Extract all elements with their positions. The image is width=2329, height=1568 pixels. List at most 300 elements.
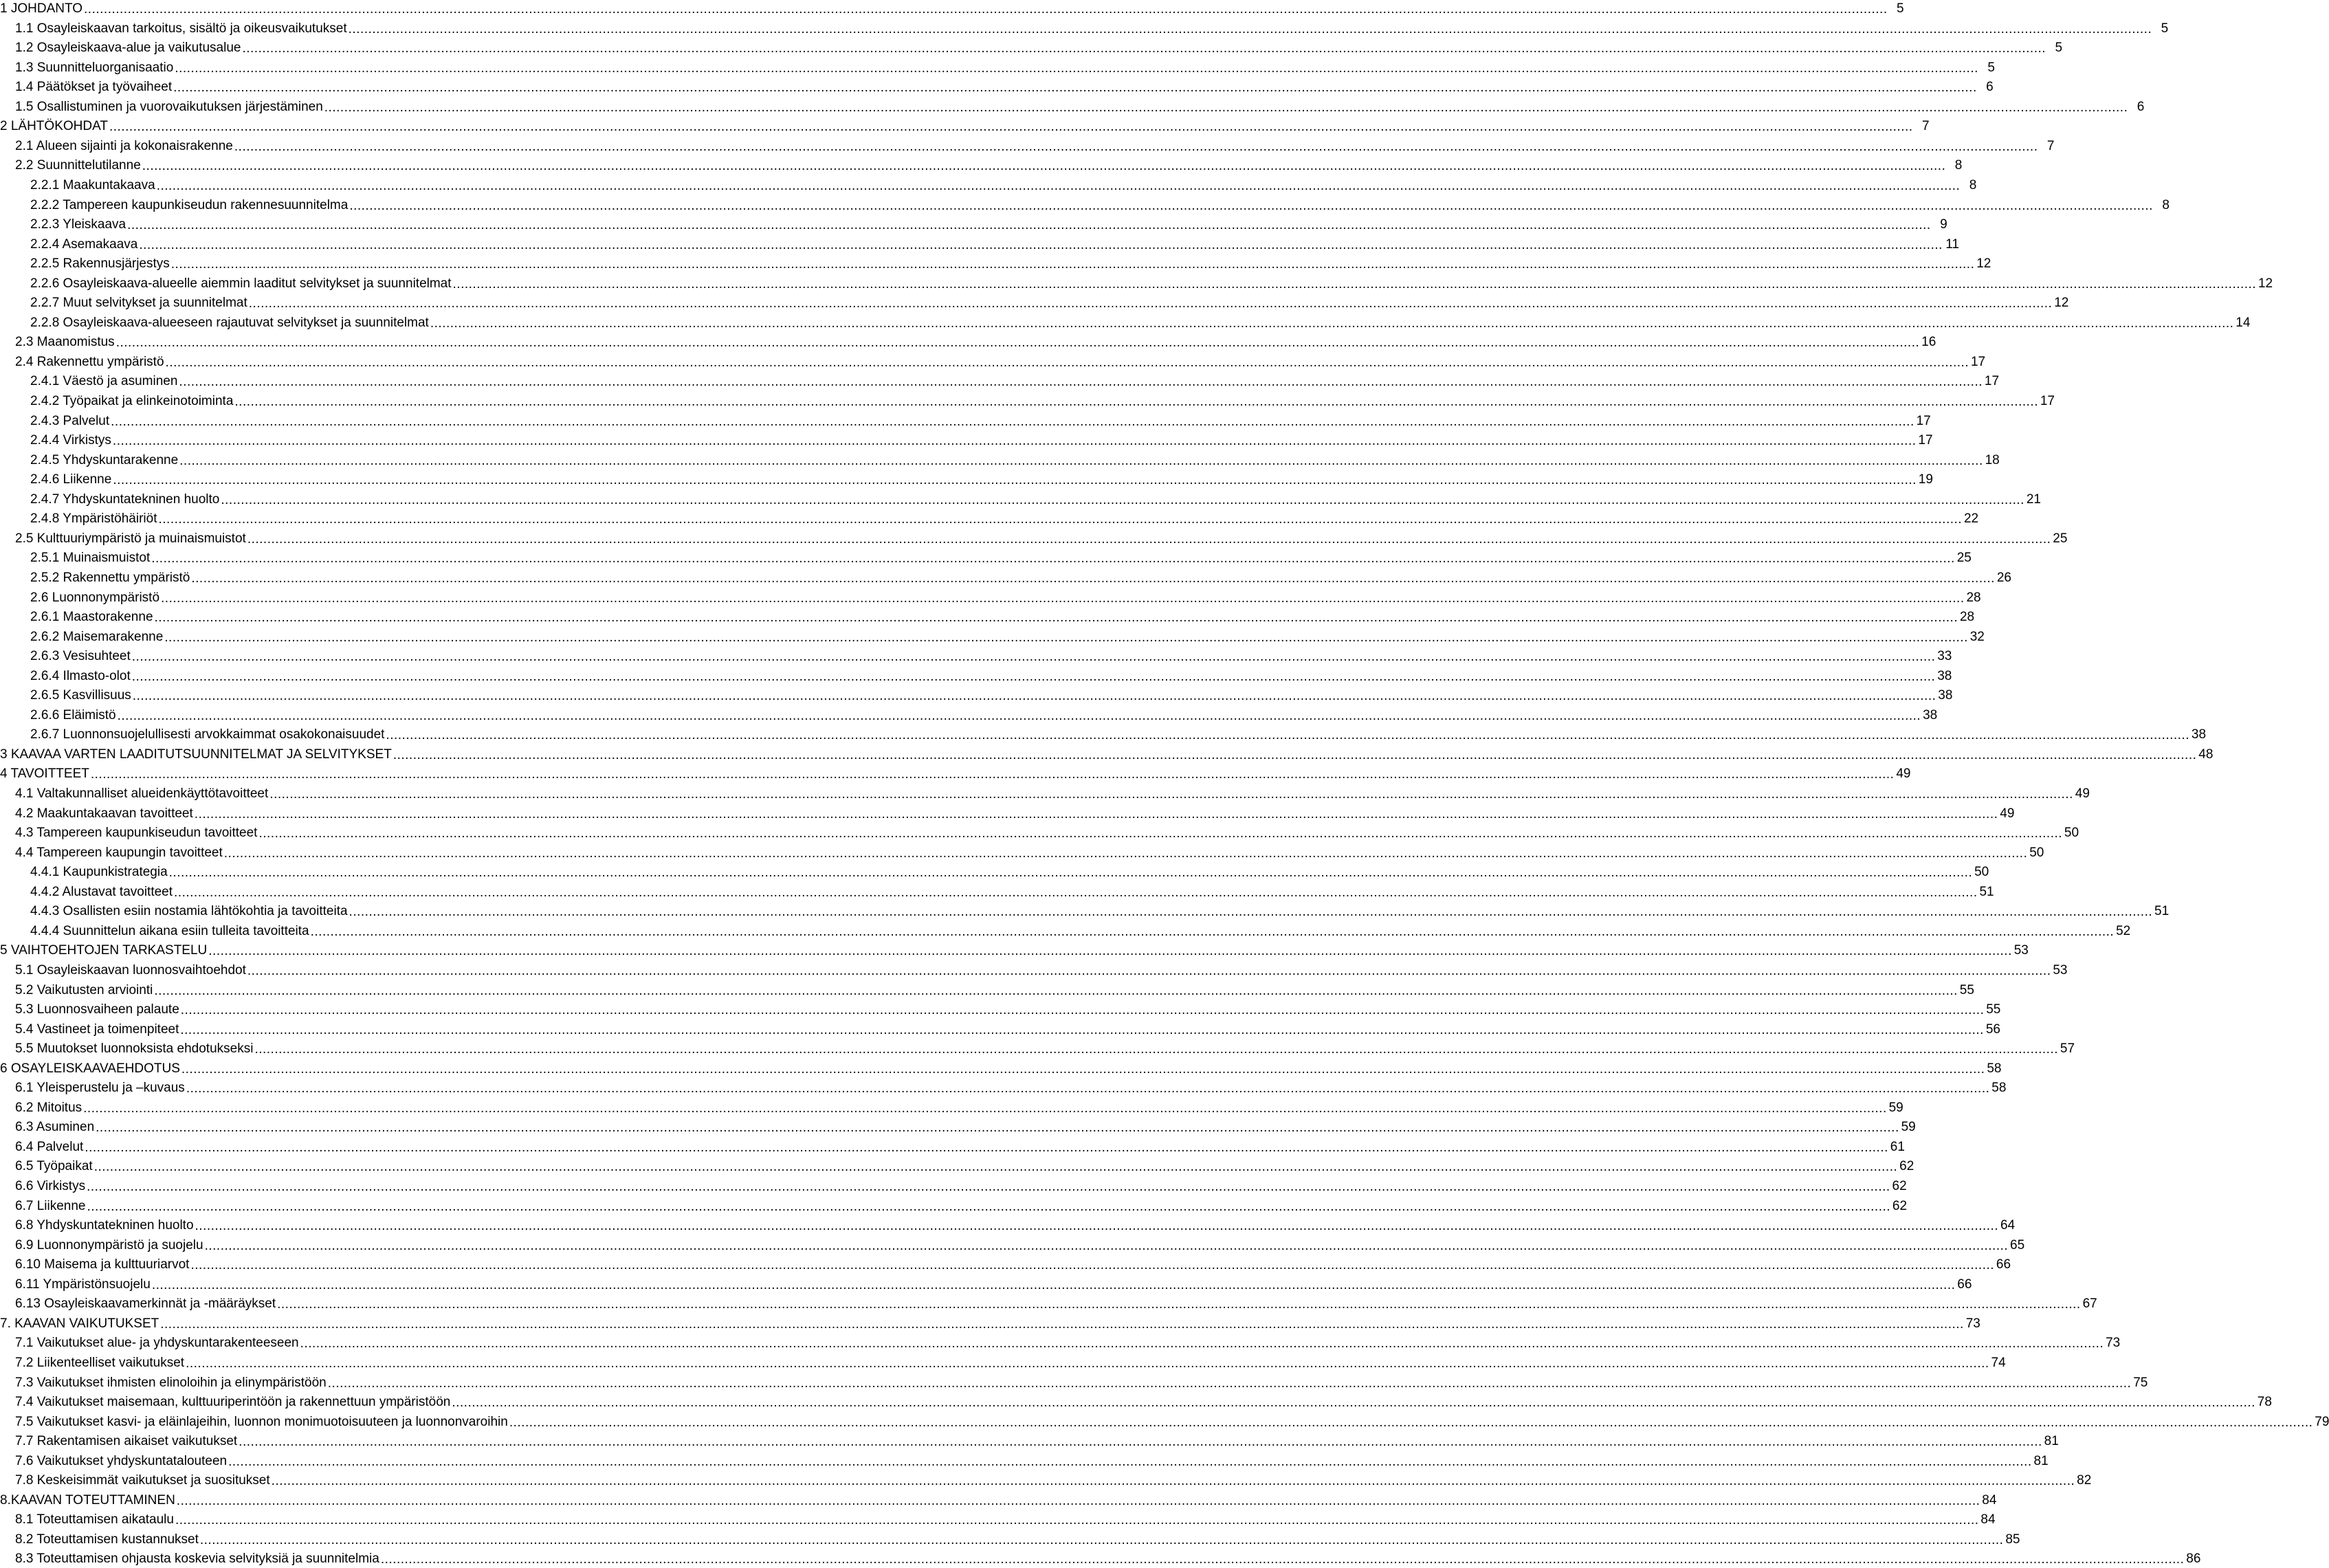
toc-entry-title: 5.1 Osayleiskaavan luonnosvaihtoehdot	[15, 962, 246, 978]
toc-entry-page-number: 8	[1954, 158, 1963, 173]
toc-entry	[0, 373, 2000, 390]
toc-entry-link[interactable]	[15, 805, 2015, 822]
toc-entry-page-number: 53	[2053, 962, 2068, 978]
toc-entry-link[interactable]	[15, 982, 1974, 999]
toc-entry-title: 2.6.6 Eläimistö	[30, 707, 116, 722]
toc-entry-page-number: 8	[1969, 177, 1977, 192]
dot-leader: ......................................................................................................................................................................................................................................................................................................................................................................................................................................................................	[386, 728, 2190, 743]
toc-entry-page-number: 58	[1987, 1061, 2002, 1076]
toc-entry-title: 2.4.8 Ympäristöhäiriöt	[30, 511, 157, 527]
toc-entry-link[interactable]	[30, 883, 1994, 901]
toc-entry-link[interactable]	[30, 471, 1933, 488]
dot-leader: ......................................................................................................................................................................................................................................................................................................................................................................................................................................................................	[158, 512, 1963, 527]
dot-leader: ......................................................................................................................................................................................................................................................................................................................................................................................................................................................................	[156, 178, 1961, 193]
toc-entry-page-number: 9	[1940, 217, 1947, 232]
toc-entry-title: 1.5 Osallistuminen ja vuorovaikutuksen järjestäminen	[15, 99, 323, 114]
toc-entry-title: 6.9 Luonnonympäristö ja suojelu	[15, 1237, 203, 1252]
toc-entry-title: 6.10 Maisema ja kulttuuriarvot	[15, 1257, 190, 1272]
toc-entry-title: 2.2.6 Osayleiskaava-alueelle aiemmin laaditut selvitykset ja suunnitelmat	[30, 276, 452, 291]
toc-entry	[0, 1079, 2007, 1096]
toc-entry-link[interactable]	[15, 20, 2169, 37]
toc-entry-link[interactable]	[30, 255, 1991, 272]
dot-leader: ......................................................................................................................................................................................................................................................................................................................................................................................................................................................................	[186, 1081, 1990, 1096]
toc-entry-page-number: 59	[1901, 1120, 1916, 1135]
toc-entry-title: 2.2.5 Rakennusjärjestys	[30, 256, 170, 272]
toc-entry	[0, 569, 2011, 586]
toc-entry	[0, 1256, 2011, 1273]
toc-entry-page-number: 6	[1986, 80, 1994, 95]
toc-entry-title: 6.7 Liikenne	[15, 1198, 86, 1213]
toc-entry-title: 1.3 Suunnitteluorganisaatio	[15, 60, 174, 75]
toc-entry-title: 6.8 Yhdyskuntatekninen huolto	[15, 1218, 194, 1233]
dot-leader: ......................................................................................................................................................................................................................................................................................................................................................................................................................................................................	[186, 1356, 1989, 1371]
toc-entry-link[interactable]	[15, 1531, 2020, 1548]
toc-entry-link[interactable]	[30, 726, 2207, 743]
toc-entry-page-number: 55	[1959, 982, 1974, 997]
dot-leader: ......................................................................................................................................................................................................................................................................................................................................................................................................................................................................	[117, 708, 1921, 723]
toc-entry-title: 2.6.5 Kasvillisuus	[30, 688, 131, 703]
toc-entry	[0, 452, 2000, 469]
toc-entry	[0, 707, 1938, 724]
toc-entry-page-number: 5	[2161, 21, 2169, 36]
dot-leader: ......................................................................................................................................................................................................................................................................................................................................................................................................................................................................	[176, 1493, 1980, 1508]
toc-entry-page-number: 53	[2013, 943, 2029, 958]
toc-entry-title: 4.4.1 Kaupunkistrategia	[30, 865, 168, 880]
toc-entry-page-number: 11	[1945, 236, 1959, 252]
toc-entry-link[interactable]	[30, 412, 1931, 430]
toc-entry-page-number: 8	[2162, 197, 2170, 212]
toc-entry-link[interactable]	[30, 452, 2000, 469]
dot-leader: ......................................................................................................................................................................................................................................................................................................................................................................................................................................................................	[142, 159, 1946, 174]
toc-entry-link[interactable]	[30, 648, 1952, 665]
toc-entry-page-number: 52	[2116, 923, 2131, 938]
toc-entry-page-number: 12	[1976, 256, 1991, 272]
toc-entry	[0, 1099, 1903, 1116]
toc-entry-page-number: 6	[2137, 99, 2145, 114]
toc-entry-link[interactable]	[15, 353, 1986, 371]
dot-leader: ......................................................................................................................................................................................................................................................................................................................................................................................................................................................................	[154, 983, 1958, 998]
dot-leader: ......................................................................................................................................................................................................................................................................................................................................................................................................................................................................	[204, 1238, 2009, 1253]
toc-entry-link[interactable]	[15, 1393, 2272, 1411]
toc-entry-title: 4.3 Tampereen kaupunkiseudun tavoitteet	[15, 826, 258, 841]
toc-entry-link[interactable]	[15, 1511, 1996, 1528]
toc-entry-title: 4.1 Valtakunnalliset alueidenkäyttötavoitteet	[15, 786, 269, 801]
toc-entry	[0, 667, 1952, 685]
toc-entry-page-number: 12	[2054, 296, 2069, 311]
toc-entry-title: 2.3 Maanomistus	[15, 335, 115, 350]
toc-entry	[0, 1531, 2020, 1548]
toc-entry-link[interactable]	[15, 785, 2090, 802]
toc-entry	[0, 393, 2055, 410]
toc-entry	[0, 1453, 2049, 1470]
dot-leader: ......................................................................................................................................................................................................................................................................................................................................................................................................................................................................	[234, 139, 2038, 154]
toc-entry	[0, 530, 2068, 547]
dot-leader: ......................................................................................................................................................................................................................................................................................................................................................................................................................................................................	[113, 473, 1917, 488]
toc-entry-link[interactable]	[15, 1295, 2097, 1312]
toc-entry-link[interactable]	[15, 1453, 2049, 1470]
toc-entry-page-number: 79	[2315, 1414, 2329, 1429]
dot-leader: ......................................................................................................................................................................................................................................................................................................................................................................................................................................................................	[160, 1316, 1964, 1332]
dot-leader: ......................................................................................................................................................................................................................................................................................................................................................................................................................................................................	[430, 316, 2234, 331]
toc-entry-link[interactable]	[0, 765, 1911, 782]
toc-entry	[0, 1511, 1996, 1528]
toc-entry-link[interactable]	[15, 1217, 2016, 1234]
toc-entry-link[interactable]	[15, 1413, 2329, 1431]
toc-entry-link[interactable]	[15, 1099, 1903, 1116]
toc-entry-link[interactable]	[15, 1256, 2011, 1273]
toc-entry-page-number: 38	[1938, 688, 1953, 703]
toc-entry-link[interactable]	[15, 1118, 1916, 1136]
toc-entry	[0, 432, 1933, 449]
toc-entry-link[interactable]	[15, 824, 2079, 841]
toc-entry-page-number: 17	[2040, 394, 2055, 408]
toc-entry	[0, 1492, 1997, 1509]
toc-entry-link[interactable]	[30, 549, 1972, 566]
toc-entry-title: 2.4.1 Väestö ja asuminen	[30, 374, 178, 389]
toc-entry-title: 2.6.1 Maastorakenne	[30, 610, 153, 625]
toc-entry-link[interactable]	[15, 1433, 2059, 1450]
toc-entry	[0, 1040, 2075, 1057]
toc-entry-link[interactable]	[0, 942, 2029, 959]
toc-entry-link[interactable]	[15, 1197, 1908, 1215]
toc-entry	[0, 510, 1979, 527]
toc-entry-link[interactable]	[15, 1334, 2121, 1351]
toc-entry-title: 6.2 Mitoitus	[15, 1100, 82, 1115]
toc-entry-page-number: 81	[2033, 1453, 2049, 1468]
toc-entry-link[interactable]	[15, 333, 1936, 351]
toc-entry-page-number: 49	[1896, 766, 1911, 782]
toc-entry	[0, 863, 1989, 881]
toc-entry-title: 4.4.2 Alustavat tavoitteet	[30, 884, 173, 899]
toc-entry-title: 2.6.3 Vesisuhteet	[30, 649, 131, 664]
toc-entry-page-number: 75	[2133, 1375, 2148, 1390]
toc-entry-title: 2.2.2 Tampereen kaupunkiseudun rakennesuunnitelma	[30, 197, 349, 212]
toc-entry-page-number: 17	[1916, 413, 1931, 428]
toc-entry	[0, 923, 2131, 940]
toc-entry-page-number: 25	[2053, 531, 2068, 546]
toc-entry-page-number: 56	[1985, 1022, 2000, 1037]
toc-entry	[0, 1413, 2329, 1431]
dot-leader: ......................................................................................................................................................................................................................................................................................................................................................................................................................................................................	[452, 276, 2257, 291]
dot-leader: ......................................................................................................................................................................................................................................................................................................................................................................................................................................................................	[168, 865, 1973, 881]
toc-entry-page-number: 62	[1892, 1198, 1908, 1213]
toc-entry-link[interactable]	[30, 863, 1989, 881]
toc-entry	[0, 59, 1995, 76]
toc-entry-title: 2.4.6 Liikenne	[30, 472, 112, 487]
dot-leader: ......................................................................................................................................................................................................................................................................................................................................................................................................................................................................	[327, 1376, 2132, 1391]
dot-leader: ......................................................................................................................................................................................................................................................................................................................................................................................................................................................................	[271, 1474, 2075, 1489]
toc-entry	[0, 1217, 2016, 1234]
toc-entry-link[interactable]	[15, 78, 1994, 96]
toc-entry	[0, 1334, 2121, 1351]
toc-entry-page-number: 62	[1892, 1179, 1907, 1193]
toc-entry-link[interactable]	[30, 197, 2170, 214]
toc-entry-title: 4.4 Tampereen kaupungin tavoitteet	[15, 845, 223, 860]
toc-entry-page-number: 5	[1897, 1, 1904, 16]
toc-entry	[0, 1118, 1916, 1136]
toc-entry-title: 7.3 Vaikutukset ihmisten elinoloihin ja elinympäristöön	[15, 1375, 327, 1390]
toc-entry-title: 5 VAIHTOEHTOJEN TARKASTELU	[0, 943, 208, 958]
toc-entry-link[interactable]	[30, 569, 2011, 586]
toc-entry-page-number: 59	[1888, 1100, 1903, 1115]
dot-leader: ......................................................................................................................................................................................................................................................................................................................................................................................................................................................................	[324, 100, 2128, 115]
toc-entry-page-number: 85	[2005, 1532, 2020, 1547]
toc-entry-page-number: 82	[2077, 1473, 2092, 1488]
toc-entry-page-number: 14	[2236, 315, 2251, 330]
toc-entry	[0, 39, 2063, 56]
dot-leader: ......................................................................................................................................................................................................................................................................................................................................................................................................................................................................	[300, 1336, 2104, 1351]
toc-entry-link[interactable]	[30, 510, 1979, 527]
toc-entry-title: 2.4.4 Virkistys	[30, 433, 111, 448]
dot-leader: ......................................................................................................................................................................................................................................................................................................................................................................................................................................................................	[139, 237, 1943, 252]
toc-entry	[0, 1550, 2201, 1567]
toc-entry-link[interactable]	[15, 1472, 2092, 1489]
toc-entry-title: 2.2.4 Asemakaava	[30, 236, 138, 252]
dot-leader: ......................................................................................................................................................................................................................................................................................................................................................................................................................................................................	[87, 1180, 1890, 1194]
dot-leader: ......................................................................................................................................................................................................................................................................................................................................................................................................................................................................	[112, 434, 1917, 449]
toc-entry-title: 1.4 Päätökset ja työvaiheet	[15, 80, 173, 95]
toc-entry-page-number: 25	[1956, 551, 1972, 566]
toc-entry	[0, 118, 1930, 135]
toc-entry-link[interactable]	[30, 177, 1977, 194]
toc-entry-page-number: 38	[1923, 707, 1938, 722]
toc-entry-title: 7. KAAVAN VAIKUTUKSET	[0, 1316, 159, 1331]
toc-entry-page-number: 49	[2000, 806, 2015, 821]
toc-entry-title: 2.2.3 Yleiskaava	[30, 217, 126, 232]
toc-entry-page-number: 57	[2060, 1041, 2075, 1057]
toc-entry-page-number: 17	[1970, 354, 1986, 369]
toc-entry-page-number: 7	[2046, 138, 2055, 153]
toc-entry	[0, 1060, 2002, 1077]
toc-entry-page-number: 81	[2044, 1434, 2059, 1449]
toc-entry	[0, 608, 1975, 626]
toc-entry-link[interactable]	[15, 844, 2044, 861]
dot-leader: ......................................................................................................................................................................................................................................................................................................................................................................................................................................................................	[380, 1552, 2185, 1567]
toc-entry-link[interactable]	[15, 39, 2063, 56]
toc-entry-link[interactable]	[30, 314, 2251, 331]
dot-leader: ......................................................................................................................................................................................................................................................................................................................................................................................................................................................................	[173, 80, 1977, 96]
toc-entry-page-number: 48	[2198, 747, 2214, 762]
toc-entry-title: 1.1 Osayleiskaavan tarkoitus, sisältö ja oikeusvaikutukset	[15, 21, 347, 36]
dot-leader: ......................................................................................................................................................................................................................................................................................................................................................................................................................................................................	[85, 1140, 1888, 1155]
toc-entry	[0, 412, 1931, 430]
toc-entry	[0, 1178, 1907, 1195]
dot-leader: ......................................................................................................................................................................................................................................................................................................................................................................................................................................................................	[181, 1061, 1985, 1076]
toc-entry-link[interactable]	[15, 1276, 1972, 1293]
toc-entry-title: 7.5 Vaikutukset kasvi- ja eläinlajeihin, luonnon monimuotoisuuteen ja luonnonvaroihin	[15, 1414, 508, 1429]
dot-leader: ......................................................................................................................................................................................................................................................................................................................................................................................................................................................................	[165, 355, 1969, 370]
toc-entry-link[interactable]	[30, 373, 2000, 390]
toc-entry-page-number: 74	[1991, 1355, 2006, 1370]
dot-leader: ......................................................................................................................................................................................................................................................................................................................................................................................................................................................................	[199, 1532, 2004, 1547]
toc-entry-link[interactable]	[30, 432, 1933, 449]
toc-entry-page-number: 55	[1986, 1002, 2001, 1017]
toc-entry-link[interactable]	[30, 608, 1975, 626]
toc-entry-title: 5.2 Vaikutusten arviointi	[15, 982, 153, 997]
toc-entry-page-number: 26	[1996, 570, 2011, 585]
toc-entry-link[interactable]	[30, 628, 1985, 645]
dot-leader: ......................................................................................................................................................................................................................................................................................................................................................................................................................................................................	[96, 1120, 1899, 1136]
toc-entry-link[interactable]	[30, 216, 1947, 233]
toc-entry-link[interactable]	[0, 118, 1930, 135]
toc-entry-title: 7.6 Vaikutukset yhdyskuntatalouteen	[15, 1453, 228, 1468]
toc-entry-link[interactable]	[0, 1492, 1997, 1509]
dot-leader: ......................................................................................................................................................................................................................................................................................................................................................................................................................................................................	[234, 395, 2038, 409]
toc-entry	[0, 157, 1963, 174]
toc-entry	[0, 1021, 2000, 1038]
toc-entry-link[interactable]	[30, 667, 1952, 685]
toc-entry	[0, 589, 1981, 606]
toc-entry-title: 5.3 Luonnosvaiheen palaute	[15, 1002, 179, 1017]
toc-entry-link[interactable]	[30, 393, 2055, 410]
dot-leader: ......................................................................................................................................................................................................................................................................................................................................................................................................................................................................	[179, 375, 1983, 390]
toc-entry-link[interactable]	[15, 137, 2055, 155]
dot-leader: ......................................................................................................................................................................................................................................................................................................................................................................................................................................................................	[154, 610, 1958, 626]
dot-leader: ......................................................................................................................................................................................................................................................................................................................................................................................................................................................................	[208, 944, 2012, 959]
toc-entry-page-number: 7	[1921, 119, 1930, 134]
toc-entry-title: 7.4 Vaikutukset maisemaan, kulttuuriperintöön ja rakennettuun ympäristöön	[15, 1395, 451, 1410]
toc-entry-title: 4.4.4 Suunnittelun aikana esiin tulleita tavoitteita	[30, 923, 309, 938]
toc-entry-title: 6.6 Virkistys	[15, 1179, 86, 1193]
toc-entry	[0, 942, 2029, 959]
toc-entry	[0, 1393, 2272, 1411]
toc-entry-page-number: 62	[1899, 1159, 1914, 1174]
dot-leader: ......................................................................................................................................................................................................................................................................................................................................................................................................................................................................	[258, 826, 2063, 841]
toc-entry-link[interactable]	[30, 491, 2041, 508]
toc-entry-title: 4.4.3 Osallisten esiin nostamia lähtökohtia ja tavoitteita	[30, 904, 348, 919]
toc-entry-title: 2.4.7 Yhdyskuntatekninen huolto	[30, 492, 220, 507]
toc-entry-title: 2.6 Luonnonympäristö	[30, 590, 160, 605]
toc-entry-link[interactable]	[0, 0, 1904, 17]
toc-entry	[0, 687, 1953, 704]
toc-entry	[0, 314, 2251, 331]
dot-leader: ......................................................................................................................................................................................................................................................................................................................................................................................................................................................................	[161, 590, 1965, 606]
toc-entry-link[interactable]	[0, 1060, 2002, 1077]
toc-entry-title: 2.5.1 Muinaismuistot	[30, 551, 151, 566]
dot-leader: ......................................................................................................................................................................................................................................................................................................................................................................................................................................................................	[191, 571, 1995, 586]
toc-entry-page-number: 28	[1966, 590, 1981, 605]
toc-entry-title: 2.4 Rakennettu ympäristö	[15, 354, 164, 369]
toc-entry-link[interactable]	[15, 1237, 2025, 1254]
toc-entry-title: 6.4 Palvelut	[15, 1139, 84, 1154]
toc-entry	[0, 1237, 2025, 1254]
toc-entry	[0, 903, 2170, 920]
toc-entry-link[interactable]	[15, 1354, 2006, 1371]
toc-entry-link[interactable]	[15, 1158, 1914, 1175]
toc-entry-page-number: 58	[1991, 1081, 2007, 1096]
toc-entry-title: 7.1 Vaikutukset alue- ja yhdyskuntarakenteeseen	[15, 1336, 299, 1351]
toc-entry	[0, 765, 1911, 782]
toc-entry-link[interactable]	[30, 707, 1938, 724]
toc-entry-page-number: 5	[1987, 60, 1995, 75]
toc-entry-title: 5.5 Muutokset luonnoksista ehdotukseksi	[15, 1041, 254, 1057]
toc-entry-link[interactable]	[30, 236, 1959, 253]
toc-entry-page-number: 51	[1979, 884, 1994, 899]
dot-leader: ......................................................................................................................................................................................................................................................................................................................................................................................................................................................................	[221, 492, 2024, 507]
dot-leader: ......................................................................................................................................................................................................................................................................................................................................................................................................................................................................	[248, 296, 2053, 311]
toc-entry-link[interactable]	[30, 687, 1953, 704]
toc-entry-title: 8.KAAVAN TOTEUTTAMINEN	[0, 1492, 175, 1508]
toc-entry-link[interactable]	[15, 1178, 1907, 1195]
dot-leader: ......................................................................................................................................................................................................................................................................................................................................................................................................................................................................	[170, 257, 1975, 272]
dot-leader: ......................................................................................................................................................................................................................................................................................................................................................................................................................................................................	[277, 1297, 2081, 1312]
toc-entry	[0, 255, 1991, 272]
toc-entry	[0, 1276, 1972, 1293]
toc-entry-title: 2.6.4 Ilmasto-olot	[30, 668, 131, 683]
toc-entry-page-number: 86	[2186, 1552, 2201, 1567]
toc-entry-link[interactable]	[30, 903, 2170, 920]
toc-entry-link[interactable]	[15, 1138, 1905, 1156]
dot-leader: ......................................................................................................................................................................................................................................................................................................................................................................................................................................................................	[228, 1454, 2032, 1469]
toc-entry-title: 8.1 Toteuttamisen aikataulu	[15, 1512, 174, 1527]
toc-entry-link[interactable]	[30, 589, 1981, 606]
dot-leader: ......................................................................................................................................................................................................................................................................................................................................................................................................................................................................	[111, 414, 1914, 429]
toc-entry-page-number: 17	[1984, 374, 2000, 389]
toc-entry-link[interactable]	[0, 746, 2214, 763]
toc-entry	[0, 491, 2041, 508]
toc-entry	[0, 1158, 1914, 1175]
toc-entry-link[interactable]	[30, 275, 2273, 292]
dot-leader: ......................................................................................................................................................................................................................................................................................................................................................................................................................................................................	[131, 669, 1936, 684]
dot-leader: ......................................................................................................................................................................................................................................................................................................................................................................................................................................................................	[131, 650, 1936, 665]
toc-entry-title: 2.5.2 Rakennettu ympäristö	[30, 570, 190, 585]
toc-entry-page-number: 19	[1918, 472, 1933, 487]
toc-entry	[0, 197, 2170, 214]
toc-entry-page-number: 21	[2026, 492, 2041, 507]
toc-entry	[0, 883, 1994, 901]
dot-leader: ......................................................................................................................................................................................................................................................................................................................................................................................................................................................................	[180, 1003, 1985, 1018]
dot-leader: ......................................................................................................................................................................................................................................................................................................................................................................................................................................................................	[349, 198, 2153, 213]
dot-leader: ......................................................................................................................................................................................................................................................................................................................................................................................................................................................................	[452, 1395, 2255, 1411]
toc-entry-page-number: 17	[1918, 433, 1933, 448]
toc-entry-link[interactable]	[15, 157, 1963, 174]
toc-entry-title: 2.2.8 Osayleiskaava-alueeseen rajautuvat selvitykset ja suunnitelmat	[30, 315, 429, 330]
toc-entry-link[interactable]	[15, 1079, 2007, 1096]
toc-entry-link[interactable]	[15, 962, 2068, 979]
toc-entry-link[interactable]	[0, 1315, 1980, 1332]
dot-leader: ......................................................................................................................................................................................................................................................................................................................................................................................................................................................................	[190, 1258, 1995, 1273]
toc-entry-link[interactable]	[15, 530, 2068, 547]
dot-leader: ......................................................................................................................................................................................................................................................................................................................................................................................................................................................................	[239, 1435, 2042, 1450]
toc-entry-link[interactable]	[30, 294, 2069, 311]
dot-leader: ......................................................................................................................................................................................................................................................................................................................................................................................................................................................................	[509, 1415, 2313, 1430]
dot-leader: ......................................................................................................................................................................................................................................................................................................................................................................................................................................................................	[164, 630, 1968, 645]
toc-entry	[0, 1197, 1908, 1215]
toc-entry-link[interactable]	[15, 1021, 2000, 1038]
dot-leader: ......................................................................................................................................................................................................................................................................................................................................................................................................................................................................	[349, 905, 2153, 920]
toc-entry	[0, 0, 1904, 17]
toc-entry-link[interactable]	[15, 98, 2145, 115]
toc-entry-link[interactable]	[15, 1374, 2148, 1391]
toc-entry-link[interactable]	[15, 59, 1995, 76]
toc-entry-title: 8.2 Toteuttamisen kustannukset	[15, 1532, 199, 1547]
toc-entry-title: 3 KAAVAA VARTEN LAADITUTSUUNNITELMAT JA SELVITYKSET	[0, 747, 392, 762]
toc-entry-link[interactable]	[15, 1040, 2075, 1057]
dot-leader: ......................................................................................................................................................................................................................................................................................................................................................................................................................................................................	[93, 1160, 1898, 1175]
toc-entry	[0, 628, 1985, 645]
toc-entry-page-number: 67	[2082, 1296, 2097, 1312]
toc-entry-title: 5.4 Vastineet ja toimenpiteet	[15, 1022, 179, 1037]
toc-entry-title: 2.2.7 Muut selvitykset ja suunnitelmat	[30, 296, 247, 311]
toc-entry-link[interactable]	[15, 1001, 2001, 1018]
dot-leader: ......................................................................................................................................................................................................................................................................................................................................................................................................................................................................	[90, 767, 1895, 782]
toc-entry-link[interactable]	[30, 923, 2131, 940]
toc-entry	[0, 1315, 1980, 1332]
toc-entry-link[interactable]	[15, 1550, 2201, 1567]
toc-entry-title: 1 JOHDANTO	[0, 1, 83, 16]
toc-entry-page-number: 18	[1985, 452, 2000, 467]
toc-entry-title: 2.2.1 Maakuntakaava	[30, 177, 155, 192]
